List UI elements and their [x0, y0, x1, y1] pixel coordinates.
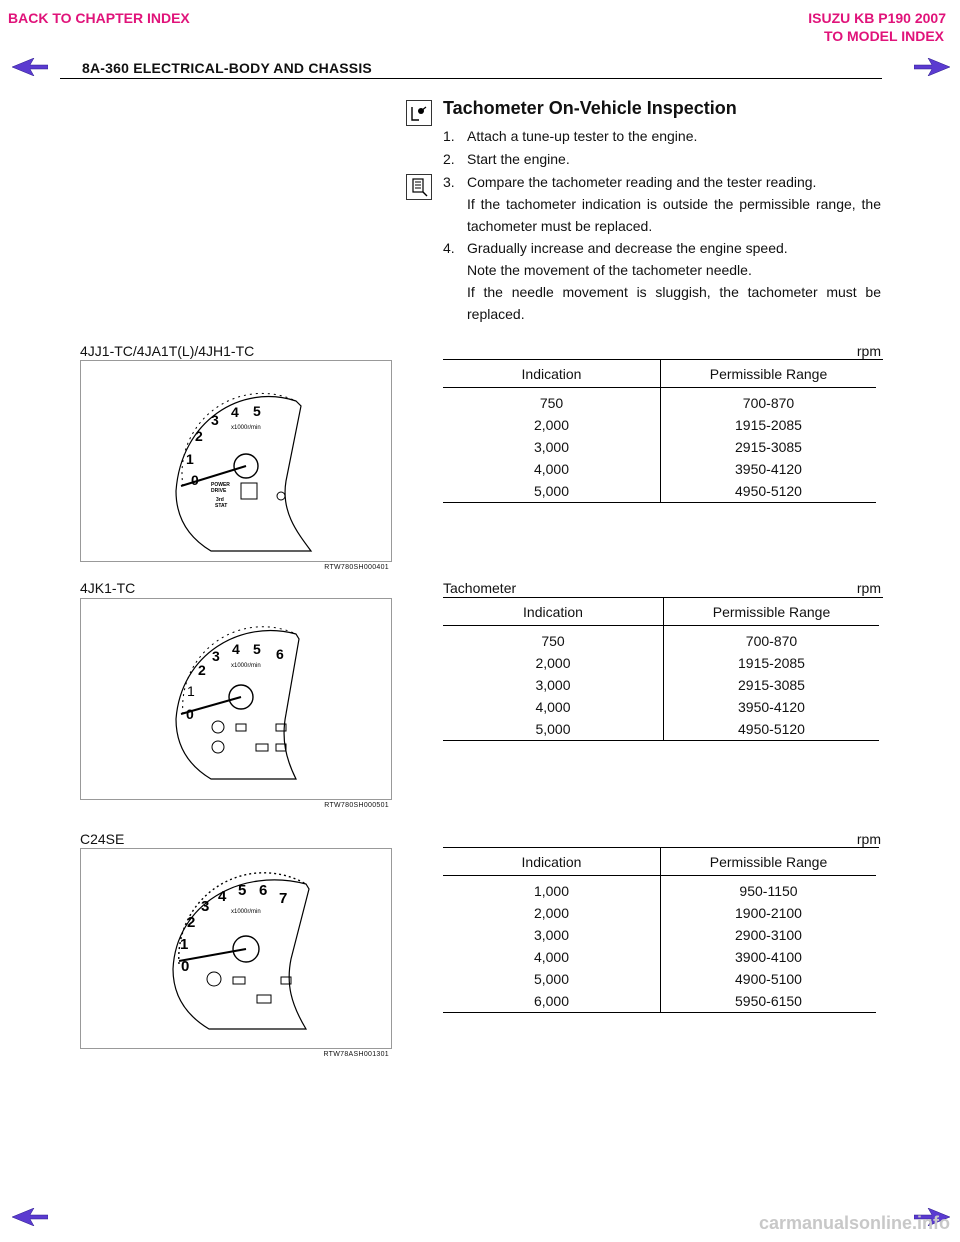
tachometer-dial-3-icon	[81, 849, 391, 1048]
step-3-note: If the tachometer indication is outside the permissible range, the tachometer must be replaced.	[467, 196, 881, 234]
dial-3-num-0: 0	[181, 958, 190, 975]
step-4-note-1: Note the movement of the tachometer needle.	[467, 262, 752, 278]
unit-label-3: rpm	[856, 831, 881, 847]
table-row: 3,000 2915-3085	[443, 674, 879, 696]
dial-3-num-4: 4	[218, 888, 227, 905]
table-3-header-range: Permissible Range	[661, 848, 877, 876]
page-header-title: 8A-360 ELECTRICAL-BODY AND CHASSIS	[82, 60, 372, 76]
dial-1-num-1: 1	[186, 451, 194, 467]
table-row: 5,000 4950-5120	[443, 718, 879, 741]
svg-text:POWER: POWER	[211, 482, 230, 488]
engine-label-3: C24SE	[80, 831, 125, 847]
inspect-icon	[406, 100, 432, 126]
dial-3-num-1: 1	[180, 936, 189, 953]
next-page-arrow-icon[interactable]	[914, 58, 950, 76]
table-row: 4,000 3950-4120	[443, 696, 879, 718]
step-1: 1. Attach a tune-up tester to the engine.	[443, 128, 698, 144]
table-3-header-indication: Indication	[443, 848, 661, 876]
step-2: 2. Start the engine.	[443, 151, 570, 167]
table-row: 2,000 1900-2100	[443, 902, 876, 924]
table-title-2: Tachometer	[443, 580, 517, 596]
dial-2-num-1: 1	[187, 683, 195, 699]
tachometer-dial-1-icon	[81, 361, 391, 561]
svg-text:DRIVE: DRIVE	[211, 488, 227, 494]
step-4: 4. Gradually increase and decrease the engine speed.	[443, 240, 788, 256]
dial-3-unit: x1000r/min	[231, 909, 261, 915]
table-row: 5,000 4900-5100	[443, 968, 876, 990]
tachometer-figure-2	[80, 598, 392, 809]
dial-3-num-6: 6	[259, 882, 268, 899]
dial-2-num-5: 5	[253, 641, 261, 657]
table-1-header-indication: Indication	[443, 360, 661, 388]
tachometer-figure-3	[80, 848, 392, 1058]
dial-2-num-0: 0	[186, 706, 194, 722]
dial-3-num-3: 3	[201, 898, 210, 915]
figure-code-1: RTW780SH000401	[324, 564, 389, 571]
section-title: Tachometer On-Vehicle Inspection	[443, 98, 737, 118]
to-model-index-link[interactable]: TO MODEL INDEX	[823, 28, 944, 44]
previous-page-arrow-bottom-icon[interactable]	[12, 1208, 48, 1226]
unit-label-1: rpm	[856, 343, 881, 359]
dial-3-num-7: 7	[279, 890, 288, 907]
dial-2-num-2: 2	[198, 662, 206, 678]
table-row: 6,000 5950-6150	[443, 990, 876, 1013]
dial-1-num-2: 2	[195, 428, 203, 444]
table-row: 750 700-870	[443, 626, 879, 653]
step-3: 3. Compare the tachometer reading and the tester reading.	[443, 174, 817, 190]
header-divider	[60, 78, 882, 79]
model-title-link[interactable]: ISUZU KB P190 2007	[808, 10, 946, 26]
table-row: 3,000 2900-3100	[443, 924, 876, 946]
spec-table-3	[443, 848, 876, 1013]
tachometer-dial-2-icon	[81, 599, 391, 799]
dial-3-num-5: 5	[238, 882, 247, 899]
unit-label-2: rpm	[856, 580, 881, 596]
table-row: 4,000 3900-4100	[443, 946, 876, 968]
table-row: 1,000 950-1150	[443, 876, 876, 903]
engine-label-2: 4JK1-TC	[80, 580, 136, 596]
tachometer-figure-1	[80, 360, 392, 571]
step-4-note-2: If the needle movement is sluggish, the tachometer must be replaced.	[467, 284, 881, 322]
svg-text:STAT: STAT	[215, 503, 228, 509]
dial-1-num-4: 4	[231, 404, 239, 420]
back-to-chapter-index-link[interactable]: BACK TO CHAPTER INDEX	[8, 10, 190, 26]
figure-code-3: RTW78ASH001301	[323, 1051, 389, 1058]
previous-page-arrow-icon[interactable]	[12, 58, 48, 76]
table-row: 2,000 1915-2085	[443, 414, 876, 436]
dial-1-num-0: 0	[191, 472, 199, 488]
dial-2-unit: x1000r/min	[231, 663, 261, 669]
table-row: 750 700-870	[443, 388, 876, 415]
table-2-header-range: Permissible Range	[664, 598, 880, 626]
dial-1-num-3: 3	[211, 412, 219, 428]
table-2-header-indication: Indication	[443, 598, 664, 626]
dial-3-num-2: 2	[187, 914, 196, 931]
spec-table-2	[443, 598, 879, 741]
svg-text:3rd: 3rd	[216, 497, 224, 503]
table-row: 2,000 1915-2085	[443, 652, 879, 674]
dial-1-unit: x1000r/min	[231, 425, 261, 431]
spec-table-1	[443, 360, 876, 503]
dial-2-num-6: 6	[276, 646, 284, 662]
table-row: 5,000 4950-5120	[443, 480, 876, 503]
figure-code-2: RTW780SH000501	[324, 802, 389, 809]
engine-label-1: 4JJ1-TC/4JA1T(L)/4JH1-TC	[80, 343, 255, 359]
table-row: 3,000 2915-3085	[443, 436, 876, 458]
table-row: 4,000 3950-4120	[443, 458, 876, 480]
dial-1-num-5: 5	[253, 403, 261, 419]
watermark: carmanualsonline.info	[758, 1213, 950, 1233]
tester-icon	[406, 174, 432, 200]
dial-2-num-4: 4	[232, 641, 240, 657]
table-1-header-range: Permissible Range	[661, 360, 877, 388]
dial-2-num-3: 3	[212, 648, 220, 664]
